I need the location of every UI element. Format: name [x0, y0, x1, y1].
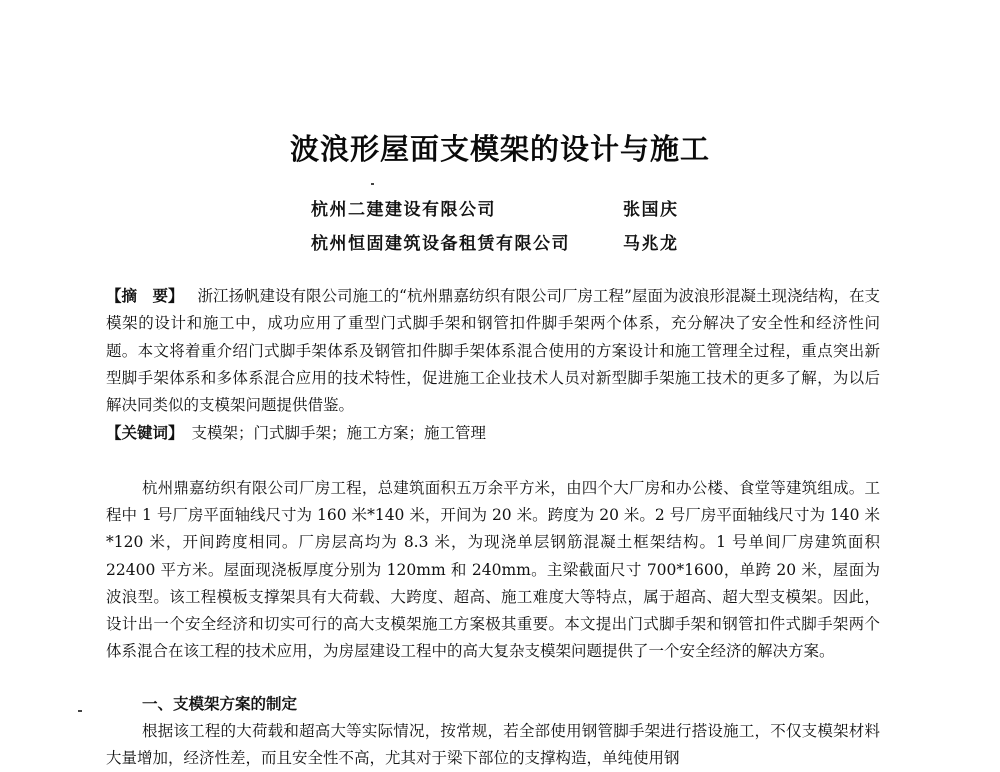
- section-heading: 一、支模架方案的制定: [142, 695, 298, 713]
- paper-title: 波浪形屋面支模架的设计与施工: [289, 132, 710, 166]
- author-row-1: [311, 195, 679, 220]
- keywords: [106, 420, 486, 447]
- keywords-label: 【关键词】: [106, 424, 184, 442]
- scan-speck: [371, 183, 374, 185]
- abstract-text: 浙江扬帆建设有限公司施工的“杭州鼎嘉纺织有限公司厂房工程”屋面为波浪形混凝土现浇结构，在支模架的设计和施工中，成功应用了重型门式脚手架和钢管扣件脚手架两个体系，充分解决了安全性和经济性问题。本文将着重介绍门式脚手架体系及钢管扣件脚手架体系混合使用的方案设计和施工管理全过程，重点突出新型脚手架体系和多体系混合应用的技术特性，促进施工企业技术人员对新型脚手架施工技术的更多了解，为以后解决同类似的支模架问题提供借鉴。: [106, 287, 880, 415]
- keywords-text: 支模架；门式脚手架；施工方案；施工管理: [191, 424, 487, 442]
- section-paragraph: 根据该工程的大荷载和超高大等实际情况，按常规，若全部使用钢管脚手架进行搭设施工，不仅支模架材料大量增加，经济性差，而且安全性不高，尤其对于梁下部位的支撑构造，单纯使用钢: [106, 722, 880, 768]
- author-affiliation: 杭州恒固建筑设备租赁有限公司: [311, 234, 570, 254]
- body-paragraph: 杭州鼎嘉纺织有限公司厂房工程，总建筑面积五万余平方米，由四个大厂房和办公楼、食堂等建筑组成。工程中 1 号厂房平面轴线尺寸为 160 米*140 米，开间为 20 米。跨度为 20 米。2 号厂房平面轴线尺寸为 140 米*120 米，开间跨度相同。厂房层高均为 8.3 米，为现浇单层钢筋混凝土框架结构。1 号单间厂房建筑面积 22400 平方米。屋面现浇板厚度分别为 120mm 和 240mm。主梁截面尺寸 700*1600，单跨 20 米，屋面为波浪型。该工程模板支撑架具有大荷载、大跨度、超高、施工难度大等特点，属于超高、超大型支模架。因此，设计出一个安全经济和切实可行的高大支模架施工方案极其重要。本文提出门式脚手架和钢管扣件式脚手架两个体系混合在该工程的技术应用，为房屋建设工程中的高大复杂支模架问题提供了一个安全经济的解决方案。: [106, 479, 880, 661]
- author-affiliation: 杭州二建建设有限公司: [311, 200, 496, 220]
- scan-speck: [78, 710, 82, 712]
- author-name: 马兆龙: [623, 234, 679, 254]
- abstract: [106, 283, 880, 419]
- author-row-2: [311, 229, 679, 254]
- abstract-label: 【摘 要】: [106, 287, 184, 305]
- author-name: 张国庆: [623, 200, 679, 220]
